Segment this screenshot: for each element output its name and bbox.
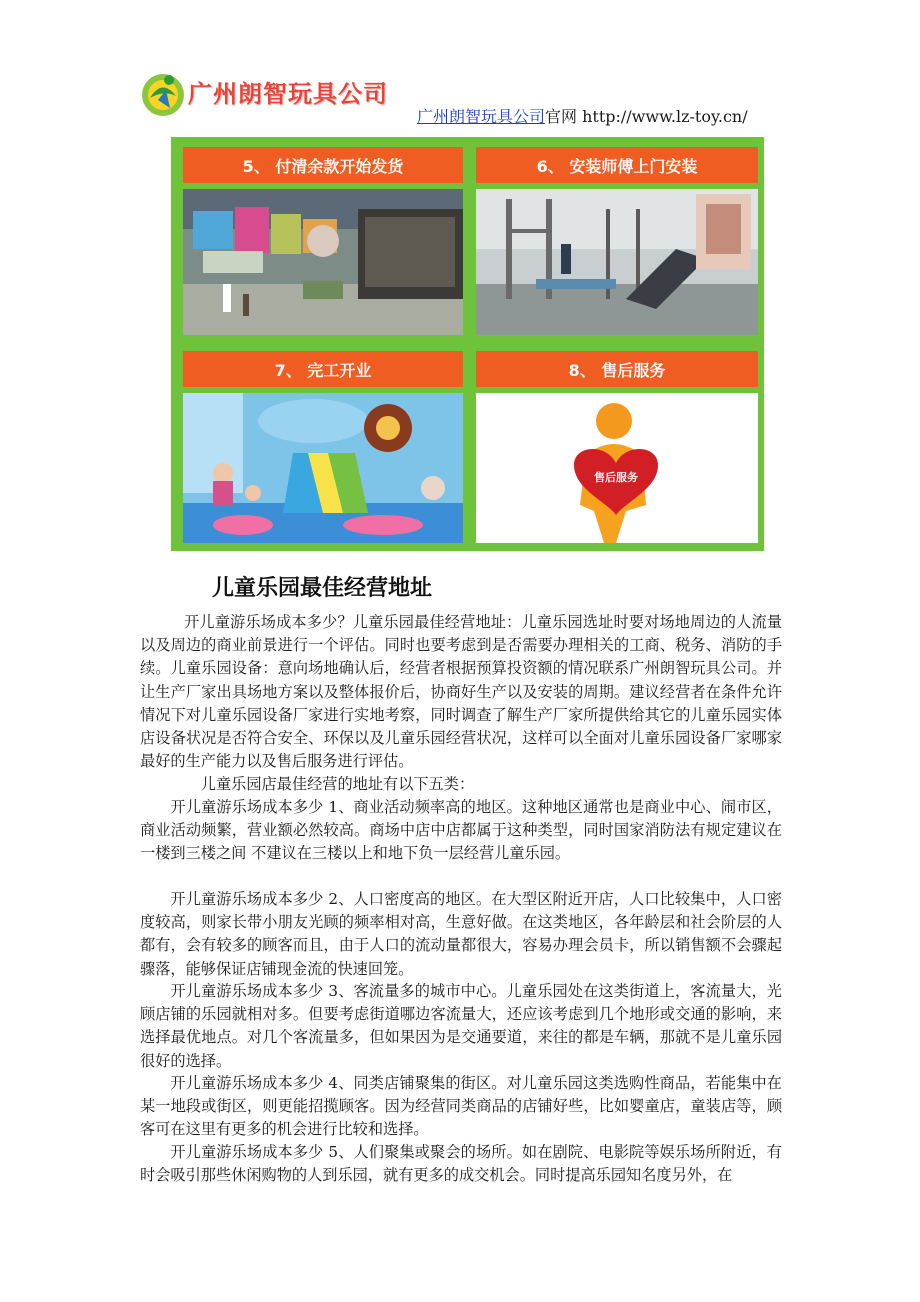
step-5-title: 5、 付清余款开始发货 (183, 147, 463, 183)
site-url-line (417, 104, 748, 127)
step-5-photo (183, 189, 463, 335)
point-4-paragraph: 开儿童游乐场成本多少 4、同类店铺聚集的街区。对儿童乐园这类选购性商品，若能集中在某一地段或街区，则更能招揽顾客。因为经营同类商品的店铺好些，比如婴童店，童装店等，顾客可在这里有更多的机会进行比较和选择。 (140, 1074, 782, 1139)
point-3-paragraph: 开儿童游乐场成本多少 3、客流量多的城市中心。儿童乐园处在这类街道上，客流量大，光顾店铺的乐园就相对多。但要考虑街道哪边客流量大，还应该考虑到几个地形或交通的影响，来选择最优地点。对几个客流量多，但如果因为是交通要道，来往的都是车辆，那就不是儿童乐园很好的选择。 (140, 982, 782, 1070)
step-8-photo (476, 393, 758, 543)
point-2-paragraph: 开儿童游乐场成本多少 2、人口密度高的地区。在大型区附近开店，人口比较集中，人口密度较高，则家长带小朋友光顾的频率相对高，生意好做。在这类地区，各年龄层和社会阶层的人都有，会有较多的顾客而且，由于人口的流动量都很大，容易办理会员卡，所以销售额不会骤起骤落，能够保证店铺现金流的快速回笼。 (140, 890, 782, 978)
list-intro: 儿童乐园店最佳经营的地址有以下五类： (200, 775, 475, 793)
site-url-text: 官网 http://www.lz-toy.cn/ (545, 107, 748, 126)
intro-paragraph: 开儿童游乐场成本多少？儿童乐园最佳经营地址：儿童乐园选址时要对场地周边的人流量以及周边的商业前景进行一个评估。同时也要考虑到是否需要办理相关的工商、税务、消防的手续。儿童乐园设备：意向场地确认后，经营者根据预算投资额的情况联系广州朗智玩具公司。并让生产厂家出具场地方案以及整体报价后，协商好生产以及安装的周期。建议经营者在条件允许情况下对儿童乐园设备厂家进行实地考察，同时调查了解生产厂家所提供给其它的儿童乐园实体店设备状况是否符合安全、环保以及儿童乐园经营状况，这样可以全面对儿童乐园设备厂家哪家最好的生产能力以及售后服务进行评估。 (140, 613, 782, 771)
step-6-photo (476, 189, 758, 335)
step-7-title: 7、 完工开业 (183, 351, 463, 387)
logo-text: 广州朗智玩具公司 (188, 80, 388, 108)
step-8-title: 8、 售后服务 (476, 351, 758, 387)
step-6-title: 6、 安装师傅上门安装 (476, 147, 758, 183)
after-sales-heart-text: 售后服务 (594, 471, 638, 484)
logo-icon (140, 68, 186, 118)
point-5-paragraph: 开儿童游乐场成本多少 5、人们聚集或聚会的场所。如在剧院、电影院等娱乐场所附近，有时会吸引那些休闲购物的人到乐园，就有更多的成交机会。同时提高乐园知名度另外，在 (140, 1143, 782, 1185)
step-7-photo (183, 393, 463, 543)
company-logo (140, 68, 390, 118)
company-link[interactable]: 广州朗智玩具公司 (417, 107, 546, 126)
point-1-paragraph: 开儿童游乐场成本多少 1、商业活动频率高的地区。这种地区通常也是商业中心、闹市区，商业活动频繁，营业额必然较高。商场中店中店都属于这种类型，同时国家消防法有规定建议在一楼到三楼之间 不建议在三楼以上和地下负一层经营儿童乐园。 (140, 798, 782, 863)
article-title: 儿童乐园最佳经营地址 (212, 576, 433, 601)
service-steps-image (171, 137, 764, 551)
